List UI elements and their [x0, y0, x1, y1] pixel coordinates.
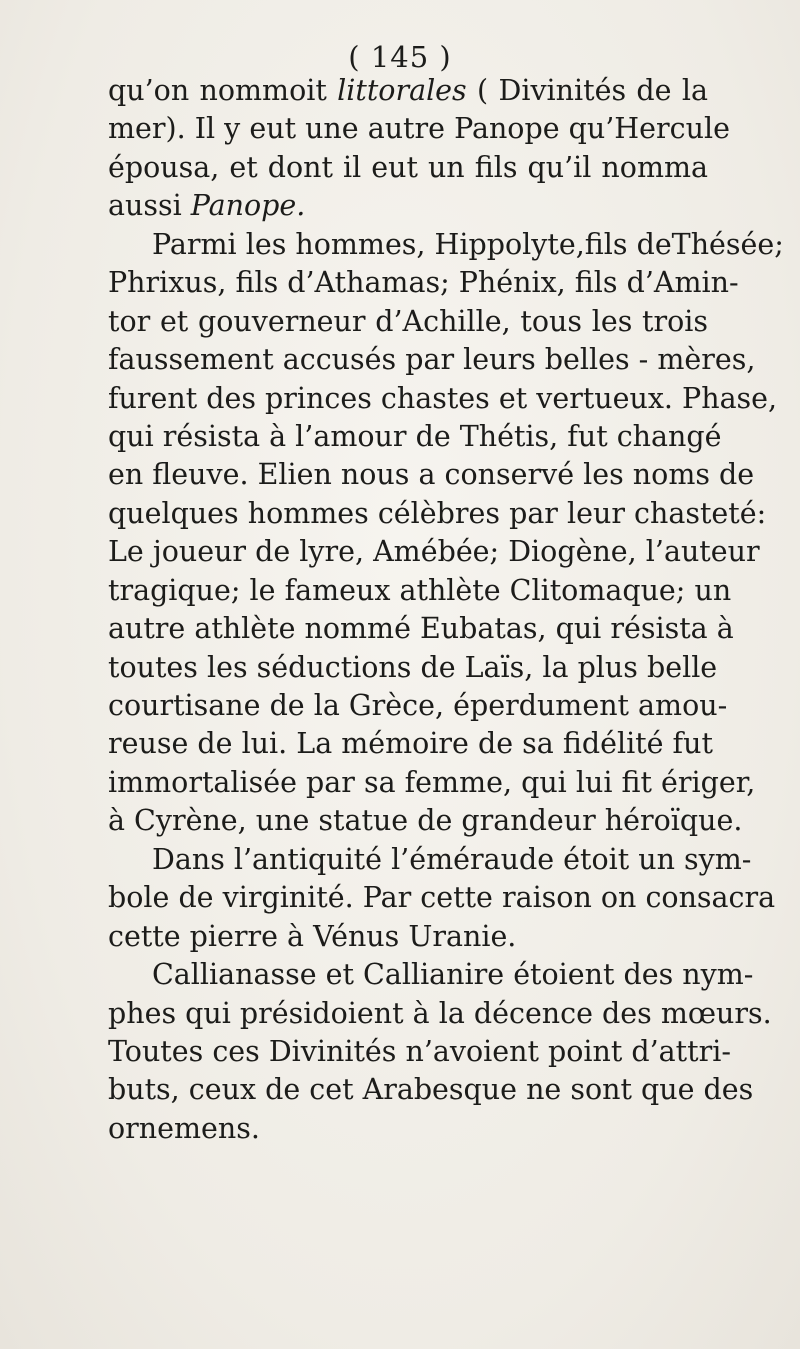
- text-line: immortalisée par sa femme, qui lui fit ériger,: [108, 765, 756, 799]
- text-segment: aussi: [108, 189, 191, 223]
- text-line: tor et gouverneur d’Achille, tous les trois: [108, 304, 708, 338]
- text-line: mer). Il y eut une autre Panope qu’Hercule: [108, 112, 730, 146]
- text-line: faussement accusés par leurs belles - mères,: [108, 343, 756, 377]
- text-line: à Cyrène, une statue de grandeur héroïque.: [108, 804, 743, 838]
- text-line: furent des princes chastes et vertueux. Phase,: [108, 381, 778, 415]
- text-line: courtisane de la Grèce, éperdument amou-: [108, 689, 728, 722]
- text-line: buts, ceux de cet Arabesque ne sont que des: [108, 1073, 754, 1107]
- text-line: Parmi les hommes, Hippolyte,fils deThésée;: [152, 227, 784, 261]
- text-line: toutes les séductions de Laïs, la plus belle: [108, 650, 718, 684]
- text-line: Dans l’antiquité l’éméraude étoit un sym-: [152, 842, 752, 876]
- page-number: ( 145 ): [348, 40, 452, 74]
- text-line: bole de virginité. Par cette raison on consacra: [108, 881, 776, 915]
- text-line: en fleuve. Elien nous a conservé les noms de: [108, 458, 755, 492]
- text-line: quelques hommes célèbres par leur chasteté:: [108, 496, 767, 530]
- body-text: [108, 72, 784, 1148]
- text-line: [108, 187, 708, 225]
- text-line: Le joueur de lyre, Amébée; Diogène, l’auteur: [108, 535, 760, 569]
- text-line: épousa, et dont il eut un fils qu’il nomma: [108, 150, 708, 184]
- text-line: [108, 72, 708, 110]
- text-segment: ( Divinités de la: [466, 74, 708, 107]
- text-line: tragique; le fameux athlète Clitomaque; un: [108, 573, 732, 607]
- text-line: cette pierre à Vénus Uranie.: [108, 919, 517, 953]
- text-line: autre athlète nommé Eubatas, qui résista à: [108, 612, 734, 646]
- text-line: Phrixus, fils d’Athamas; Phénix, fils d’Amin-: [108, 266, 739, 300]
- text-line: reuse de lui. La mémoire de sa fidélité fut: [108, 727, 713, 761]
- text-line: Toutes ces Divinités n’avoient point d’attri-: [108, 1034, 731, 1068]
- text-line: Callianasse et Callianire étoient des nym-: [152, 958, 754, 992]
- text-line: ornemens.: [108, 1111, 260, 1145]
- italic-text: Panope.: [190, 189, 306, 223]
- text-segment: qu’on nommoit: [108, 74, 338, 107]
- text-line: qui résista à l’amour de Thétis, fut changé: [108, 419, 722, 453]
- text-line: phes qui présidoient à la décence des mœurs.: [108, 996, 772, 1030]
- italic-text: littorales: [337, 74, 467, 107]
